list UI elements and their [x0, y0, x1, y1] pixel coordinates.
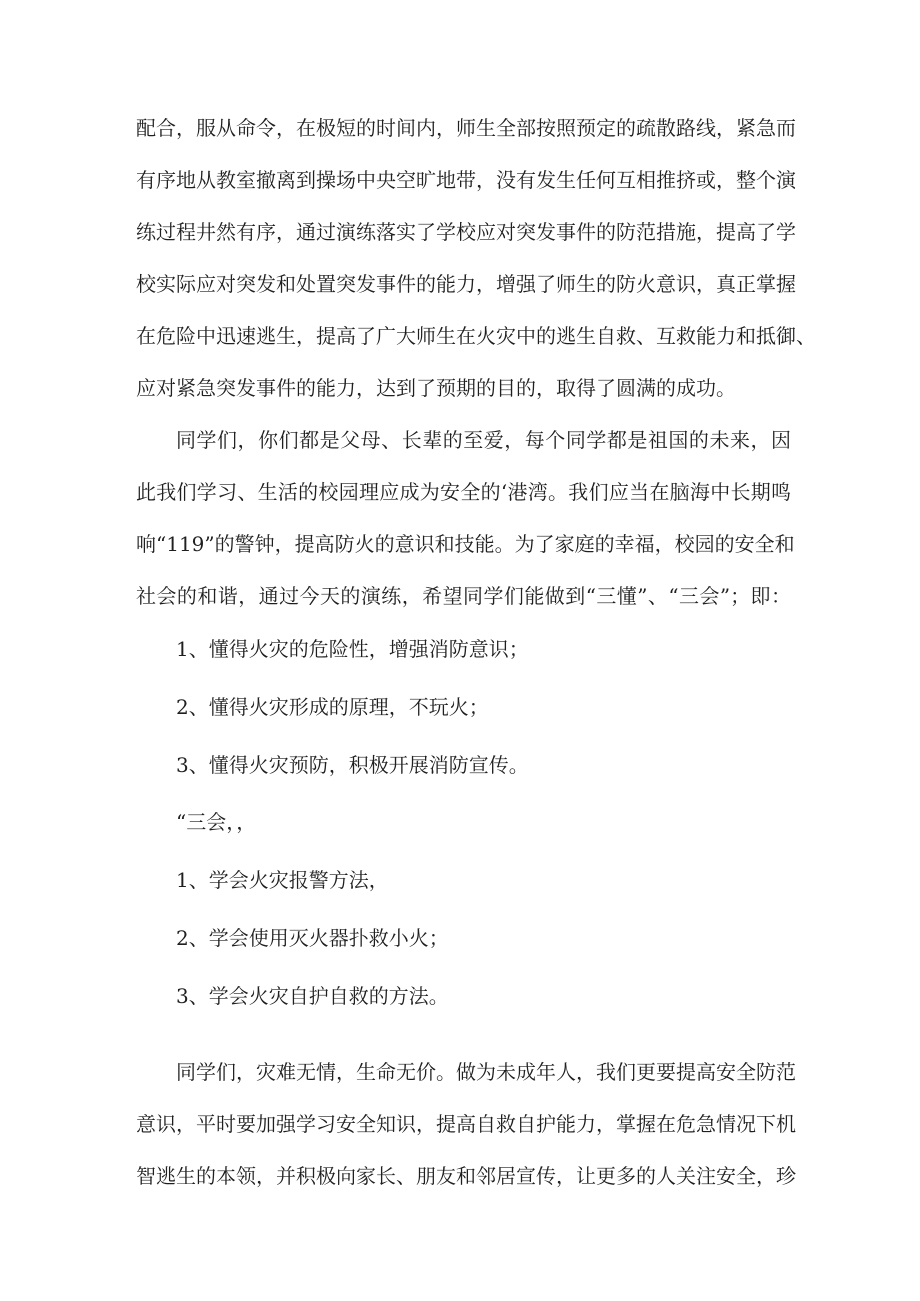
list-item: 3、学会火灾自护自救的方法。 [176, 984, 449, 1008]
text-line: 练过程井然有序，通过演练落实了学校应对突发事件的防范措施，提高了学 [136, 220, 796, 244]
list-item: 2、学会使用灭火器扑救小火； [176, 926, 449, 950]
text-line: 此我们学习、生活的校园理应成为安全的‘港湾。我们应当在脑海中长期鸣 [136, 480, 791, 504]
text-line: 响“119”的警钟，提高防火的意识和技能。为了家庭的幸福，校园的安全和 [136, 532, 795, 556]
text-line: 同学们，你们都是父母、长辈的至爱，每个同学都是祖国的未来，因 [176, 428, 791, 452]
three-can-heading: “三会，， [176, 810, 257, 834]
text-line: 有序地从教室撤离到操场中央空旷地带，没有发生任何互相推挤或，整个演 [136, 168, 796, 192]
text-line: 社会的和谐，通过今天的演练，希望同学们能做到“三懂”、“三会”；即： [136, 584, 791, 608]
list-item: 1、懂得火灾的危险性，增强消防意识； [176, 637, 529, 661]
text-line: 应对紧急突发事件的能力，达到了预期的目的，取得了圆满的成功。 [136, 376, 736, 400]
text-line: 意识，平时要加强学习安全知识，提高自救自护能力，掌握在危急情况下机 [136, 1112, 796, 1136]
text-line: 校实际应对突发和处置突发事件的能力，增强了师生的防火意识，真正掌握 [136, 272, 796, 296]
text-line: 智逃生的本领，并积极向家长、朋友和邻居宣传，让更多的人关注安全，珍 [136, 1164, 796, 1188]
list-item: 3、懂得火灾预防，积极开展消防宣传。 [176, 753, 529, 777]
text-line: 在危险中迅速逃生，提高了广大师生在火灾中的逃生自救、互救能力和抵御、 [136, 324, 816, 348]
text-line: 同学们，灾难无情，生命无价。做为未成年人，我们更要提高安全防范 [176, 1060, 796, 1084]
list-item: 1、学会火灾报警方法， [176, 868, 389, 892]
text-line: 配合，服从命令，在极短的时间内，师生全部按照预定的疏散路线，紧急而 [136, 116, 796, 140]
list-item: 2、懂得火灾形成的原理，不玩火； [176, 695, 489, 719]
